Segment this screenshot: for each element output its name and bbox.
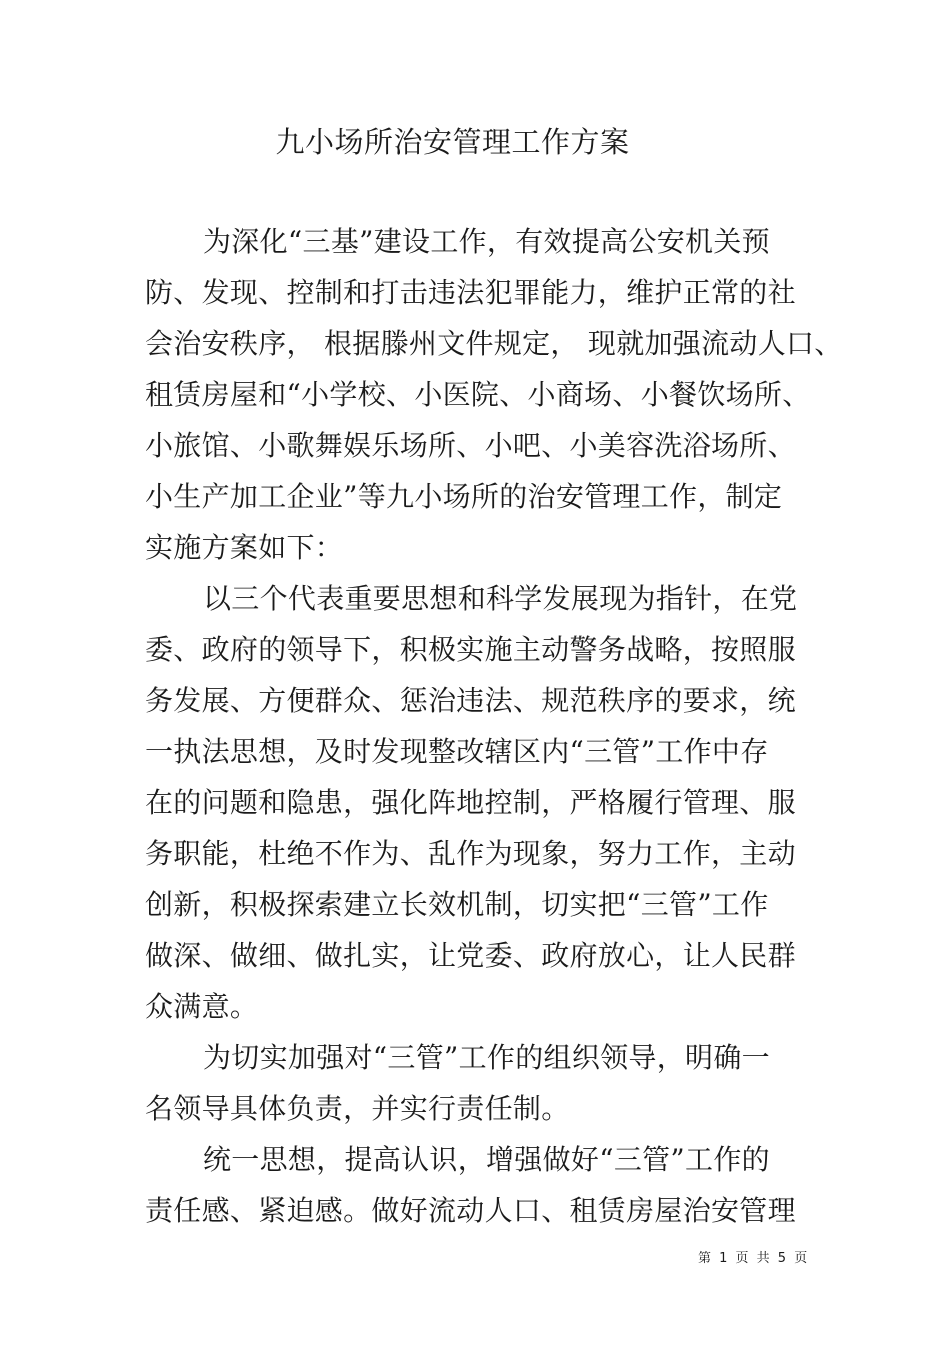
body-line: 以三个代表重要思想和科学发展现为指针，在党	[203, 582, 798, 615]
body-line: 会治安秩序， 根据滕州文件规定， 现就加强流动人口、	[145, 327, 843, 360]
body-line: 防、发现、控制和打击违法犯罪能力，维护正常的社	[145, 276, 796, 309]
body-line: 务职能，杜绝不作为、乱作为现象，努力工作，主动	[145, 837, 796, 870]
body-line: 创新，积极探索建立长效机制，切实把“三管”工作	[145, 888, 769, 921]
body-line: 一执法思想，及时发现整改辖区内“三管”工作中存	[145, 735, 769, 768]
body-line: 为深化“三基”建设工作，有效提高公安机关预	[203, 225, 770, 258]
document-body	[145, 220, 843, 1240]
body-line: 众满意。	[145, 990, 259, 1023]
body-line: 租赁房屋和“小学校、小医院、小商场、小餐饮场所、	[145, 378, 811, 411]
body-line: 小生产加工企业”等九小场所的治安管理工作，制定	[145, 480, 783, 513]
body-line: 在的问题和隐患，强化阵地控制，严格履行管理、服	[145, 786, 796, 819]
document-title: 九小场所治安管理工作方案	[275, 125, 630, 159]
body-line: 务发展、方便群众、惩治违法、规范秩序的要求，统	[145, 684, 796, 717]
body-line: 做深、做细、做扎实，让党委、政府放心，让人民群	[145, 939, 796, 972]
body-line: 名领导具体负责，并实行责任制。	[145, 1092, 570, 1125]
page-number: 第 1 页 共 5 页	[698, 1251, 808, 1266]
body-line: 为切实加强对“三管”工作的组织领导，明确一	[203, 1041, 770, 1074]
body-line: 统一思想，提高认识，增强做好“三管”工作的	[203, 1143, 770, 1176]
body-line: 责任感、紧迫感。做好流动人口、租赁房屋治安管理	[145, 1194, 796, 1227]
body-line: 小旅馆、小歌舞娱乐场所、小吧、小美容洗浴场所、	[145, 429, 796, 462]
body-line: 实施方案如下：	[145, 531, 344, 564]
body-line: 委、政府的领导下，积极实施主动警务战略，按照服	[145, 633, 796, 666]
